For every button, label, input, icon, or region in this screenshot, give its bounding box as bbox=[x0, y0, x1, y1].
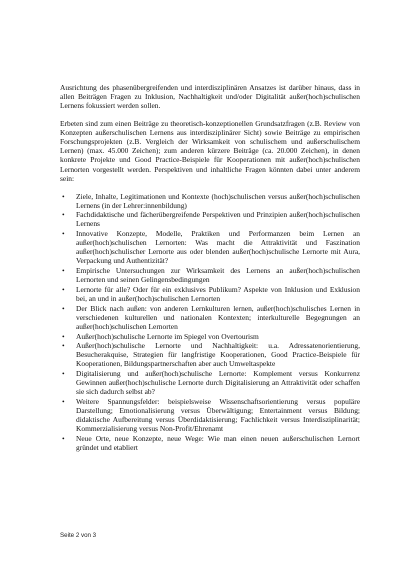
list-item-text: Neue Orte, neue Konzepte, neue Wege: Wie man einen neuen außerschulischen Lernort gründet und etabliert bbox=[76, 433, 360, 452]
paragraph-call-for-papers: Erbeten sind zum einen Beiträge zu theoretisch-konzeptionellen Grundsatzfragen (z.B. Review von Konzepten außerschulischen Lernens aus interdisziplinärer Sicht) sowie Beiträge zu empirischen Forschungsprojekten (z.B. Vergleich der Wirksamkeit von schulischem und außerschulischem Lernen) (max. 45.000 Zeichen); zum anderen kürzere Beiträge (ca. 20.000 Zeichen), in denen konkrete Projekte und Good Practice-Beispiele für Kooperationen mit außer(hoch)schulischen Lernorten vorgestellt werden. Perspektiven und inhaltliche Fragen könnten dabei unter anderem sein: bbox=[60, 119, 360, 183]
list-item bbox=[60, 332, 360, 341]
list-item-text: Außer(hoch)schulische Lernorte und Nachhaltigkeit: u.a. Adressatenorientierung, Besucherakquise, Strategien für langfristige Kooperationen, Good Practice-Beispiele für Kooperationen, Bildungspartnerschaften aber auch Umweltaspekte bbox=[76, 341, 360, 369]
paragraph-intro: Ausrichtung des phasenübergreifenden und interdisziplinären Ansatzes ist darüber hinaus, dass in allen Beiträgen Fragen zu Inklusion, Nachhaltigkeit und/oder Digitalität außer(hoch)schulischen Lernens fokussiert werden sollen. bbox=[60, 83, 360, 111]
list-item bbox=[60, 304, 360, 331]
bullet-icon: • bbox=[62, 303, 65, 313]
bullet-icon: • bbox=[62, 331, 65, 341]
bullet-icon: • bbox=[62, 191, 65, 201]
list-item-text: Digitalisierung und außer(hoch)schulische Lernorte: Komplement versus Konkurrenz Gewinnen außer(hoch)schulische Lernorte durch Digitalisierung an Attraktivität oder schaffen sie sich dadurch selbst ab? bbox=[76, 369, 360, 397]
bullet-icon: • bbox=[62, 266, 65, 276]
list-item bbox=[60, 397, 360, 433]
page-number-footer: Seite 2 von 3 bbox=[60, 532, 97, 539]
list-item bbox=[60, 210, 360, 228]
bullet-icon: • bbox=[62, 229, 65, 239]
list-item bbox=[60, 434, 360, 452]
list-item-text: Empirische Untersuchungen zur Wirksamkeit des Lernens an außer(hoch)schulischen Lernorten und seinen Gelingensbedingungen bbox=[76, 266, 360, 285]
bullet-icon: • bbox=[62, 433, 65, 443]
bullet-icon: • bbox=[62, 284, 65, 294]
list-item-text: Ziele, Inhalte, Legitimationen und Kontexte (hoch)schulischen versus außer(hoch)schulischen Lernens (in der Lehrer:innenbildung) bbox=[76, 191, 360, 210]
list-item-text: Innovative Konzepte, Modelle, Praktiken und Performanzen beim Lernen an außer(hoch)schulischen Lernorten: Was macht die Attraktivität und Faszination außer(hoch)schulischer Lernorte aus oder blenden außer(hoch)schulische Lernorte mit Aura, Verpackung und Authentizität? bbox=[76, 229, 360, 266]
bullet-icon: • bbox=[62, 210, 65, 220]
bullet-icon: • bbox=[62, 396, 65, 406]
list-item bbox=[60, 192, 360, 210]
list-item-text: Lernorte für alle? Oder für ein exklusives Publikum? Aspekte von Inklusion und Exklusion bei, an und in außer(hoch)schulischen Lernorten bbox=[76, 284, 360, 303]
list-item bbox=[60, 229, 360, 265]
topics-list bbox=[60, 192, 360, 453]
list-item-text: Fachdidaktische und fächerübergreifende Perspektiven und Prinzipien außer(hoch)schulischen Lernens bbox=[76, 210, 360, 229]
list-item bbox=[60, 285, 360, 303]
list-item-text: Der Blick nach außen: von anderen Lernkulturen lernen, außer(hoch)schulisches Lernen in verschiedenen kulturellen und nationalen Kontexten; interkulturelle Begegnungen an außer(hoch)schulischen Lernorten bbox=[76, 303, 360, 331]
list-item bbox=[60, 266, 360, 284]
list-item bbox=[60, 341, 360, 368]
page-content bbox=[60, 83, 360, 453]
list-item-text: Weitere Spannungsfelder: beispielsweise Wissenschaftsorientierung versus populäre Darstellung; Emotionalisierung versus Überwältigung; Entertainment versus Bildung; didaktische Aufbereitung versus Überdidaktisierung; Fachlichkeit versus Interdisziplinarität; Kommerzialisierung versus Non-Profit/Ehrenamt bbox=[76, 396, 360, 434]
bullet-icon: • bbox=[62, 341, 65, 351]
bullet-icon: • bbox=[62, 369, 65, 379]
list-item bbox=[60, 369, 360, 396]
list-item-text: Außer(hoch)schulische Lernorte im Spiegel von Overtourism bbox=[76, 331, 259, 341]
